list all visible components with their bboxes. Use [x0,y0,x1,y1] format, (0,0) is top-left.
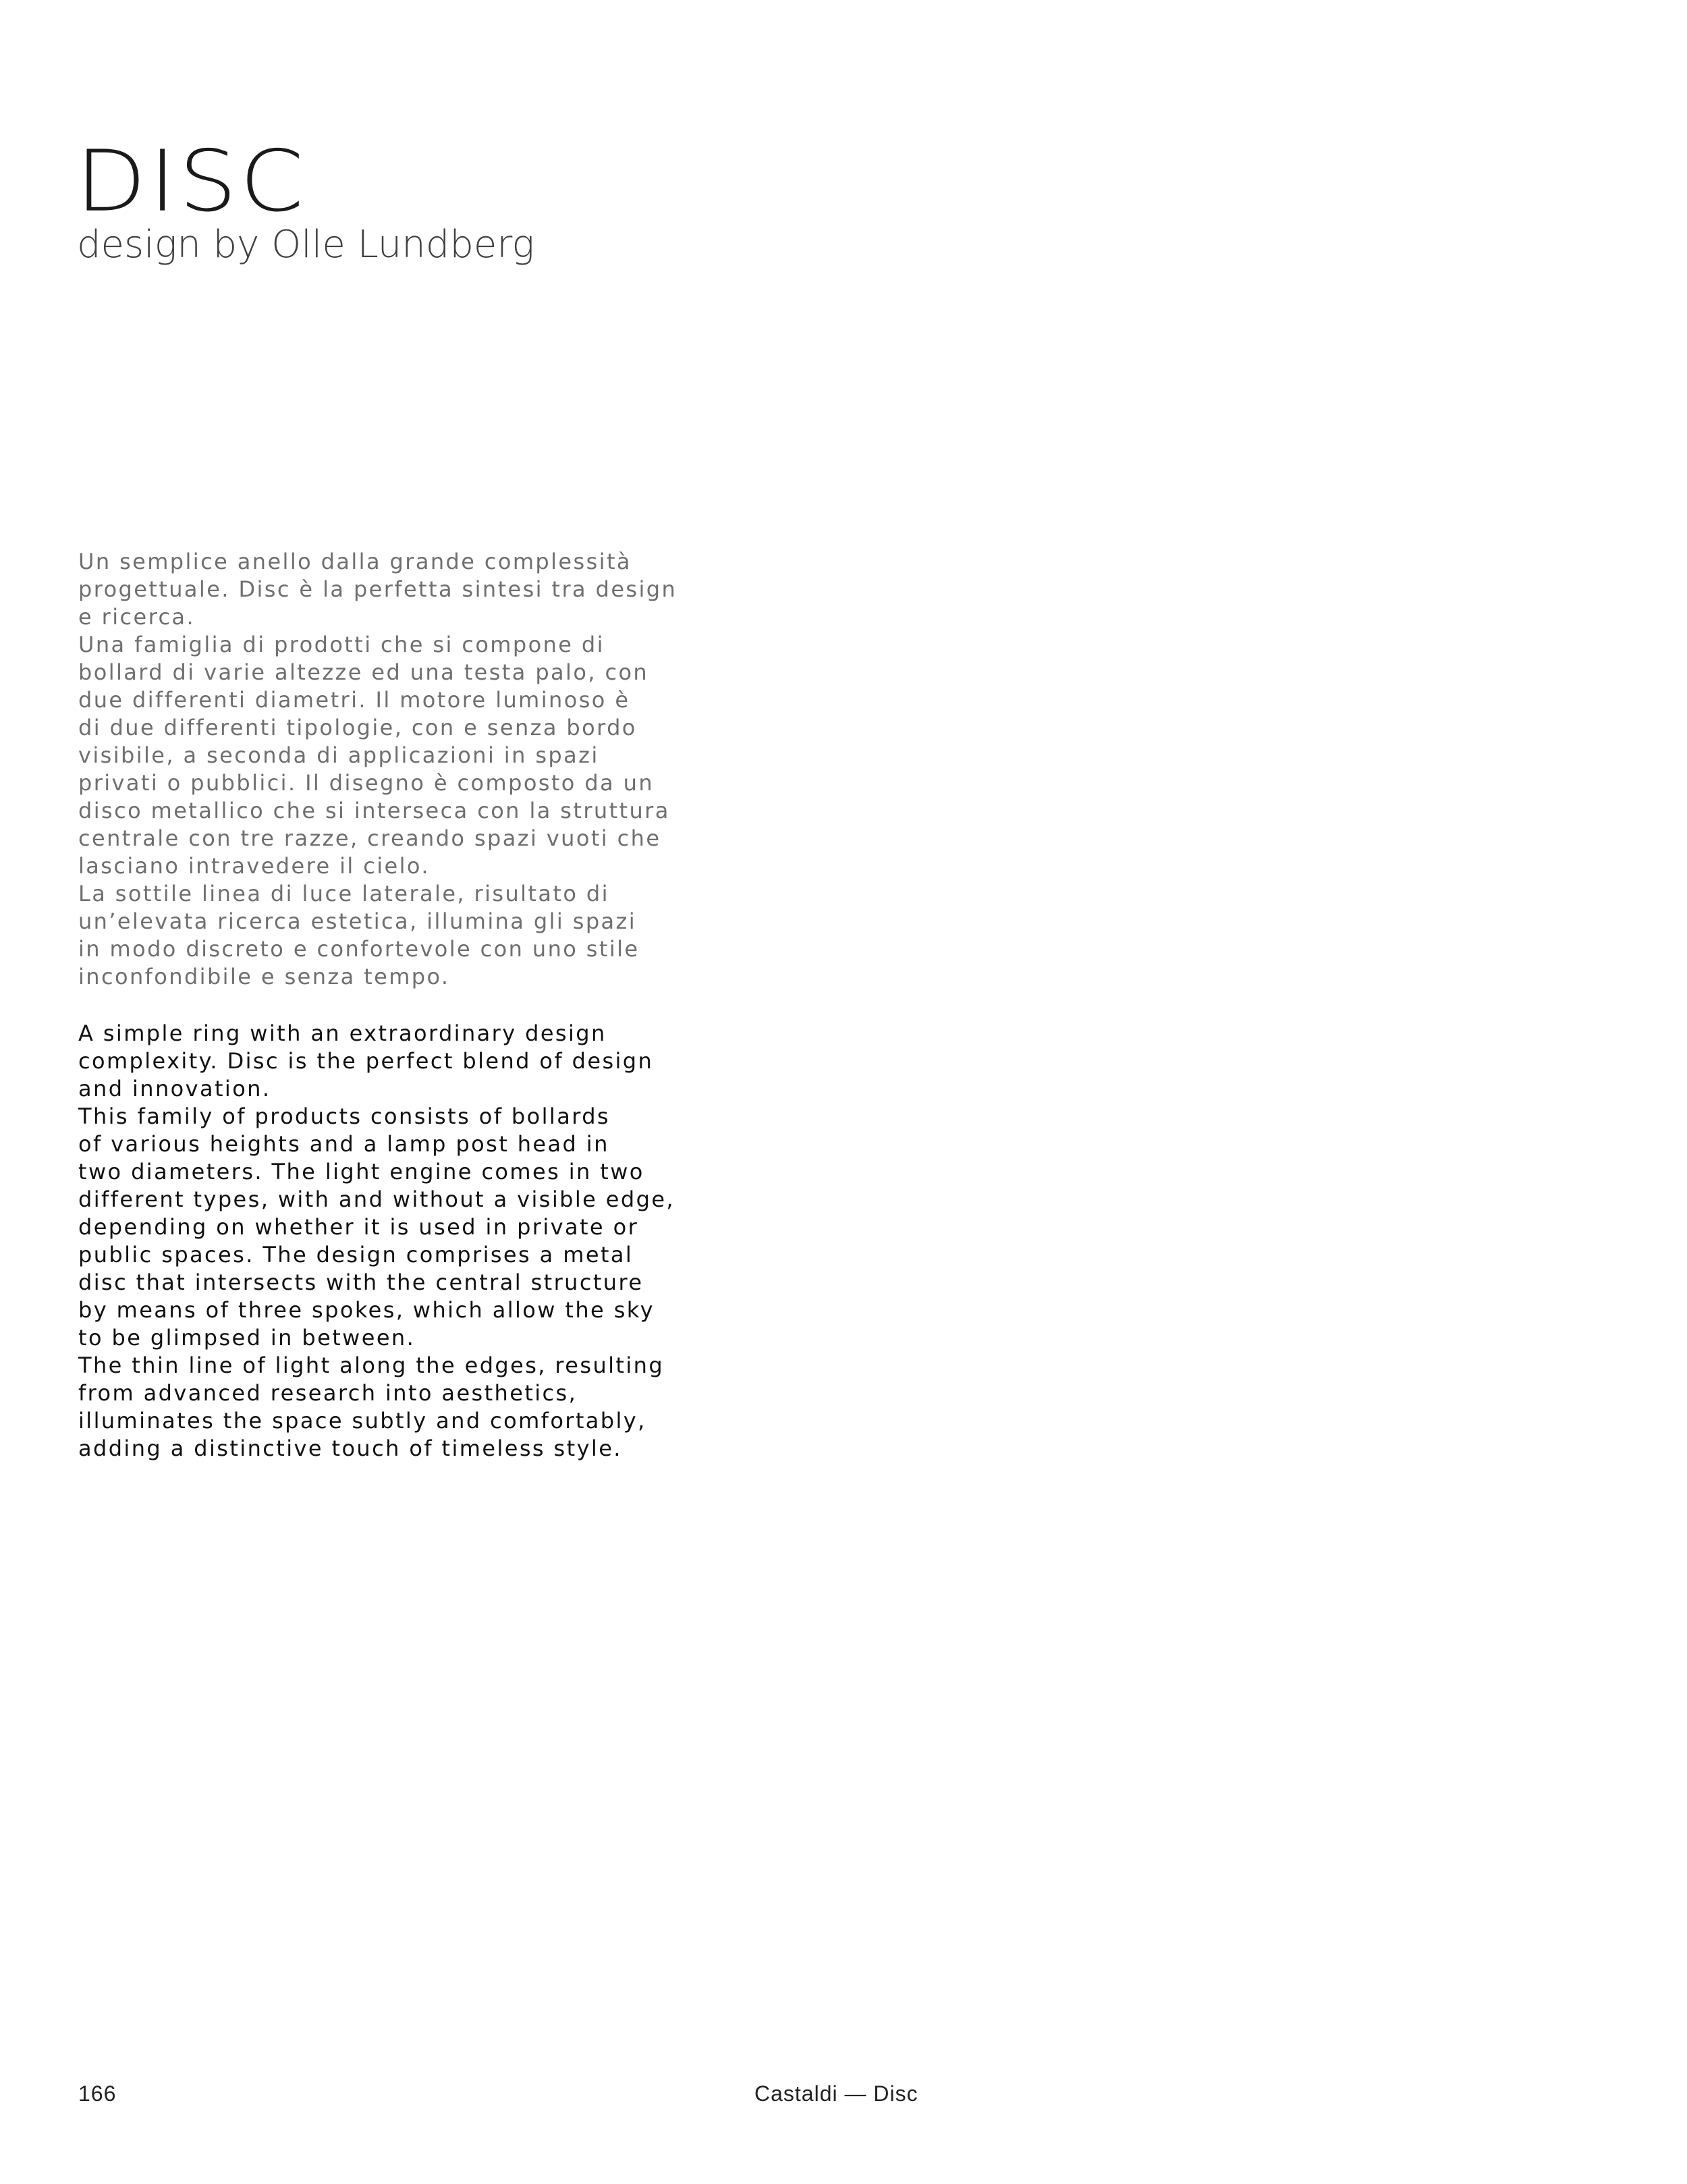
page-number: 166 [78,2081,117,2106]
designer-credit: design by Olle Lundberg [77,223,534,267]
running-title: Castaldi — Disc [754,2081,918,2106]
italian-description: Un semplice anello dalla grande complessità progettuale. Disc è la perfetta sintesi tra design e ricerca. Una famiglia di prodotti che si compone di bollard di varie altezze ed una testa palo, con due differenti diametri. Il motore luminoso è di due differenti tipologie, con e senza bordo visibile, a seconda di applicazioni in spazi privati o pubblici. Il disegno è composto da un disco metallico che si interseca con la struttura centrale con tre razze, creando spazi vuoti che lasciano intravedere il cielo. La sottile linea di luce laterale, risultato di un’elevata ricerca estetica, illumina gli spazi in modo discreto e confortevole con uno stile inconfondibile e senza tempo. [78,549,677,989]
english-description: A simple ring with an extraordinary design complexity. Disc is the perfect blend of design and innovation. This family of products consists of bollards of various heights and a lamp post head in two diameters. The light engine comes in two different types, with and without a visible edge, depending on whether it is used in private or public spaces. The design comprises a metal disc that intersects with the central structure by means of three spokes, which allow the sky to be glimpsed in between. The thin line of light along the edges, resulting from advanced research into aesthetics, illuminates the space subtly and comfortably, adding a distinctive touch of timeless style. [78,1020,675,1461]
page-title: DISC [76,132,307,231]
